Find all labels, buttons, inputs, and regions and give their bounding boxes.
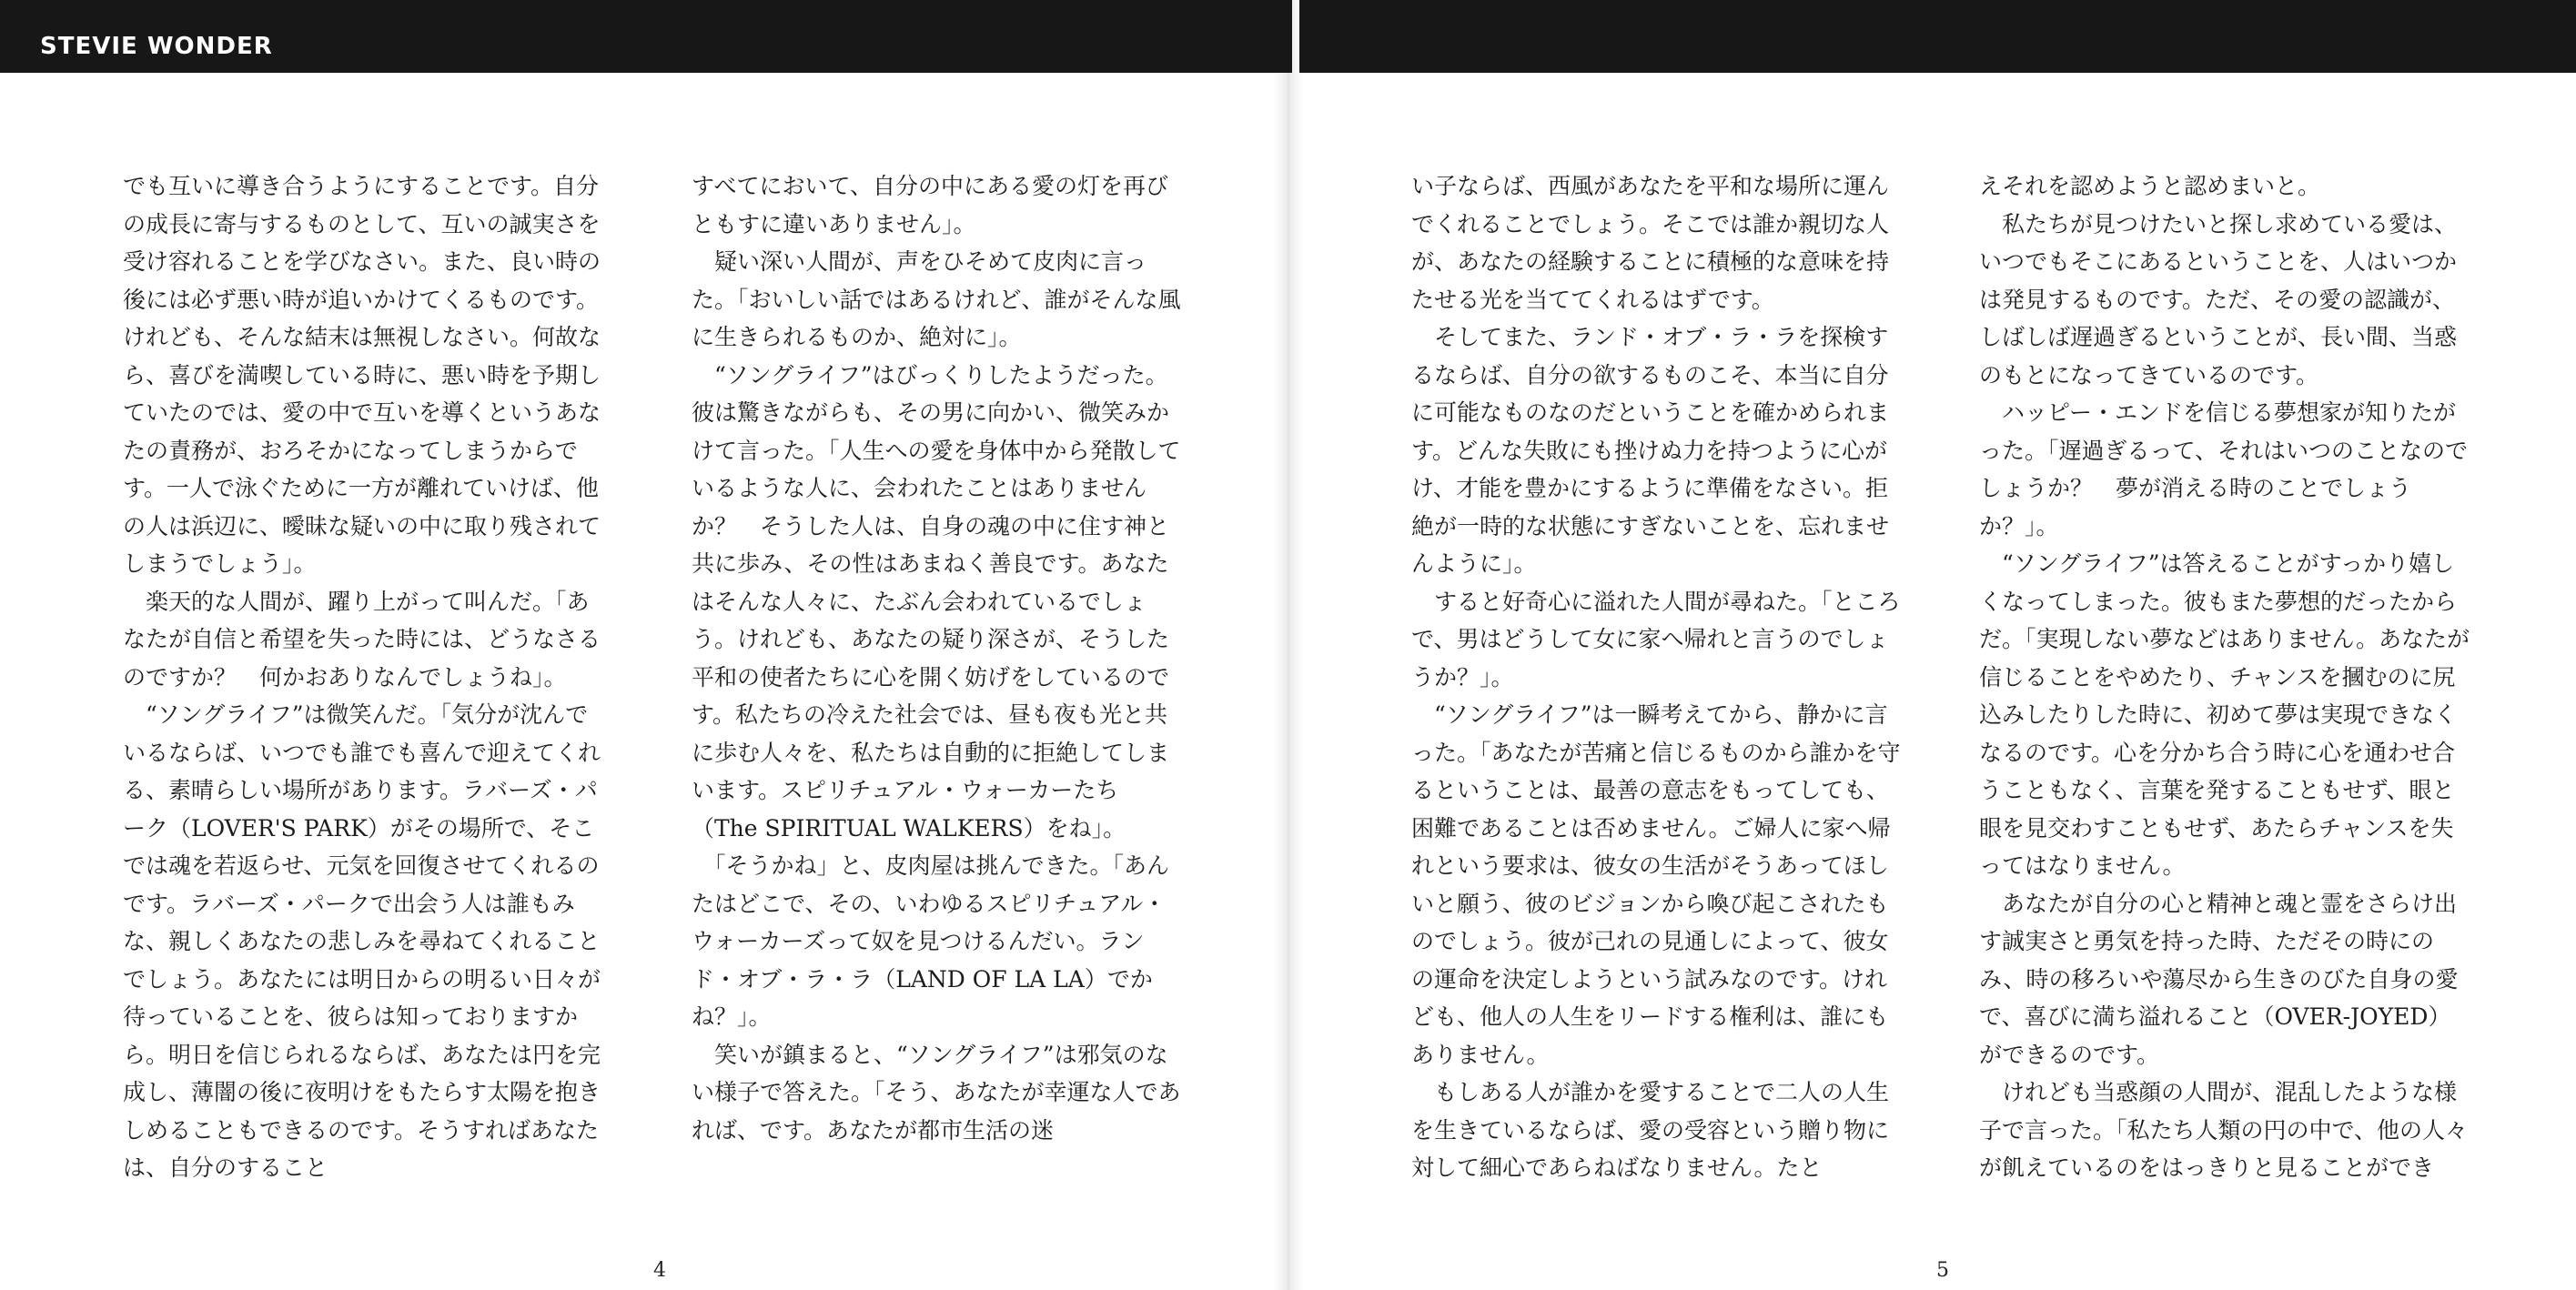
page-number-right: 5 — [1936, 1259, 1949, 1282]
paragraph: でも互いに導き合うようにすることです。自分の成長に寄与するものとして、互いの誠実さを受け容れることを学びなさい。また、良い時の後には必ず悪い時が追いかけてくるものです。けれども、そんな結末は無視しなさい。何故なら、喜びを満喫している時に、悪い時を予期していたのでは、愛の中で互いを導くというあなたの責務が、おろそかになってしまうからです。一人で泳ぐために一方が離れていけば、他の人は浜辺に、曖昧な疑いの中に取り残されてしまうでしょう」。 — [123, 173, 601, 577]
paragraph: もしある人が誰かを愛することで二人の人生を生きているならば、愛の受容という贈り物に対して細心であらねばなりません。たと — [1411, 1079, 1890, 1181]
text-column-4 — [1979, 167, 2470, 1187]
paragraph: “ソングライフ”は答えることがすっかり嬉しくなってしまった。彼もまた夢想的だったからだ。「実現しない夢などはありません。あなたが信じることをやめたり、チャンスを摑むのに尻込みしたりした時に、初めて夢は実現できなくなるのです。心を分かち合う時に心を通わせ合うこともなく、言葉を発することもせず、眼と眼を見交わすこともせず、あたらチャンスを失ってはなりません。 — [1979, 550, 2470, 879]
header-bar-left — [0, 0, 1292, 73]
paragraph: 楽天的な人間が、躍り上がって叫んだ。「あなたが自信と希望を失った時には、どうなさるのですか？ 何かおありなんでしょうね」。 — [123, 588, 601, 690]
paragraph: すると好奇心に溢れた人間が尋ねた。「ところで、男はどうして女に家へ帰れと言うのでしょうか？」。 — [1411, 588, 1901, 690]
page-number-left: 4 — [653, 1259, 666, 1282]
paragraph: 笑いが鎮まると、“ソングライフ”は邪気のない様子で答えた。「そう、あなたが幸運な人であれば、です。あなたが都市生活の迷 — [692, 1041, 1181, 1144]
paragraph: すべてにおいて、自分の中にある愛の灯を再びともすに違いありません」。 — [692, 173, 1169, 237]
header-bar-right — [1299, 0, 2576, 73]
paragraph: い子ならば、西風があなたを平和な場所に運んでくれることでしょう。そこでは誰か親切な人が、あなたの経験することに積極的な意味を持たせる光を当ててくれるはずです。 — [1411, 173, 1890, 313]
paragraph: 「そうかね」と、皮肉屋は挑んできた。「あんたはどこで、その、いわゆるスピリチュアル・ウォーカーズって奴を見つけるんだい。ランド・オブ・ラ・ラ（LAND OF LA LA）でかね？」。 — [692, 852, 1170, 1030]
paragraph: “ソングライフ”はびっくりしたようだった。彼は驚きながらも、その男に向かい、微笑みかけて言った。「人生への愛を身体中から発散しているような人に、会われたことはありませんか？ そうした人は、自身の魂の中に住す神と共に歩み、その性はあまねく善良です。あなたはそんな人々に、たぶん会われているでしょう。けれども、あなたの疑り深さが、そうした平和の使者たちに心を開く妨げをしているのです。私たちの冷えた社会では、昼も夜も光と共に歩む人々を、私たちは自動的に拒絶してしまいます。スピリチュアル・ウォーカーたち（The SPIRITUAL WALKERS）をね」。 — [692, 361, 1181, 842]
header-title: STEVIE WONDER — [40, 33, 273, 60]
paragraph: “ソングライフ”は微笑んだ。「気分が沈んでいるならば、いつでも誰でも喜んで迎えてくれる、素晴らしい場所があります。ラバーズ・パーク（LOVER'S PARK）がその場所で、そこでは魂を若返らせ、元気を回復させてくれるのです。ラバーズ・パークで出会う人は誰もみな、親しくあなたの悲しみを尋ねてくれることでしょう。あなたには明日からの明るい日々が待っていることを、彼らは知っておりますから。明日を信じられるならば、あなたは円を完成し、薄闇の後に夜明けをもたらす太陽を抱きしめることもできるのです。そうすればあなたは、自分のすること — [123, 701, 601, 1181]
paragraph: けれども当惑顔の人間が、混乱したような様子で言った。「私たち人類の円の中で、他の人々が飢えているのをはっきりと見ることができ — [1979, 1079, 2469, 1181]
text-column-1 — [123, 167, 611, 1187]
paragraph: そしてまた、ランド・オブ・ラ・ラを探検するならば、自分の欲するものこそ、本当に自分に可能なものなのだということを確かめられます。どんな失敗にも挫けぬ力を持つように心がけ、才能を豊かにするように準備をなさい。拒絶が一時的な状態にすぎないことを、忘れませんように」。 — [1411, 324, 1890, 577]
text-column-3 — [1411, 167, 1903, 1187]
paragraph: “ソングライフ”は一瞬考えてから、静かに言った。「あなたが苦痛と信じるものから誰かを守るということは、最善の意志をもってしても、困難であることは否めません。ご婦人に家へ帰れという要求は、彼女の生活がそうあってほしいと願う、彼のビジョンから喚び起こされたものでしょう。彼が己れの見通しによって、彼女の運命を決定しようという試みなのです。けれども、他人の人生をリードする権利は、誰にもありません。 — [1411, 701, 1901, 1068]
paragraph: あなたが自分の心と精神と魂と霊をさらけ出す誠実さと勇気を持った時、ただその時にのみ、時の移ろいや蕩尽から生きのびた自身の愛で、喜びに満ち溢れること（OVER-JOYED）ができるのです。 — [1979, 890, 2459, 1068]
paragraph: ハッピー・エンドを信じる夢想家が知りたがった。「遅過ぎるって、それはいつのことなのでしょうか？ 夢が消える時のことでしょうか？」。 — [1979, 399, 2469, 539]
paragraph: 私たちが見つけたいと探し求めている愛は、いつでもそこにあるということを、人はいつかは発見するものです。ただ、その愛の認識が、しばしば遅過ぎるということが、長い間、当惑のもとになってきているのです。 — [1979, 210, 2458, 388]
book-spine — [1274, 0, 1303, 1290]
paragraph: 疑い深い人間が、声をひそめて皮肉に言った。「おいしい話ではあるけれど、誰がそんな風に生きられるものか、絶対に」。 — [692, 248, 1181, 350]
text-column-2 — [692, 167, 1183, 1149]
paragraph: えそれを認めようと認めまいと。 — [1979, 173, 2321, 199]
